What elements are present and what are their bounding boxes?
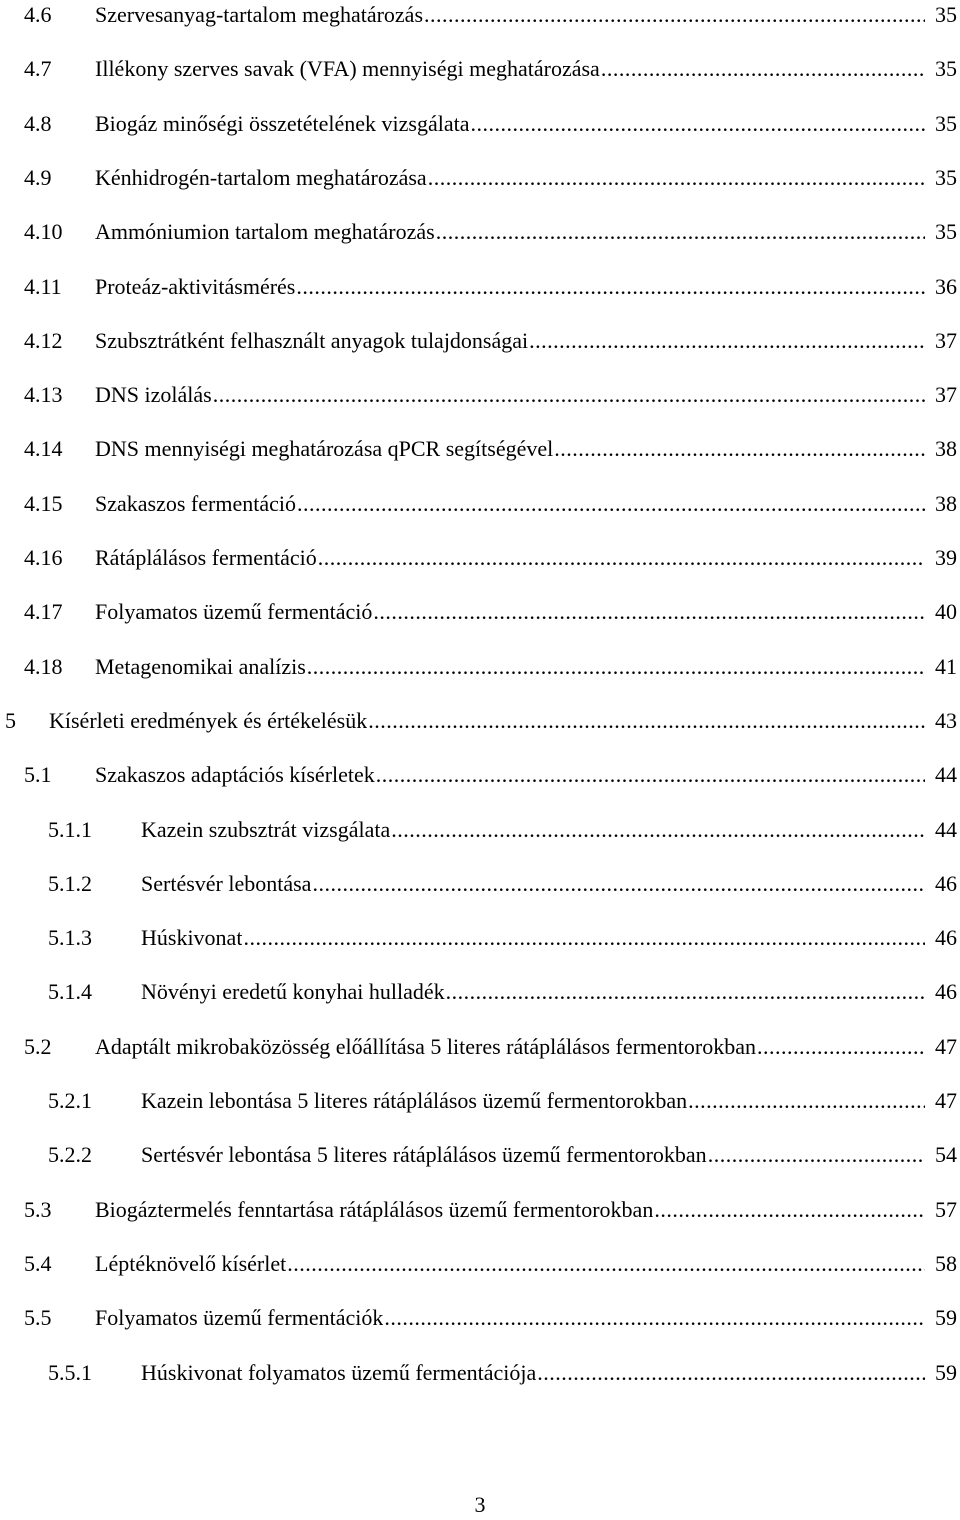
toc-entry-page: 35 [935, 110, 957, 136]
toc-entry-page: 39 [935, 545, 957, 570]
toc-entry-title: DNS izolálás [95, 382, 212, 408]
toc-entry-title: Proteáz-aktivitásmérés [95, 273, 296, 299]
toc-entry-page: 38 [935, 436, 957, 462]
toc-entry-title: Biogáz minőségi összetételének vizsgálata [95, 110, 470, 136]
toc-entry-number: 5.4 [24, 1250, 52, 1276]
toc-dot-leader [708, 1140, 925, 1170]
toc-entry-number: 5.1 [24, 762, 52, 788]
toc-entry[interactable] [0, 489, 957, 519]
toc-entry[interactable] [0, 1358, 957, 1388]
toc-dot-leader [688, 1086, 925, 1116]
toc-entry-title: Szakaszos fermentáció [95, 490, 296, 516]
toc-entry-number: 4.11 [24, 273, 62, 299]
toc-dot-leader [287, 1249, 925, 1279]
toc-entry-page: 43 [935, 707, 957, 733]
toc-entry[interactable] [0, 760, 957, 790]
toc-dot-leader [376, 760, 925, 790]
toc-entry[interactable] [0, 272, 957, 302]
toc-entry-page: 35 [935, 2, 957, 27]
toc-dot-leader [757, 1032, 925, 1062]
toc-entry-page: 35 [935, 56, 957, 82]
toc-entry[interactable] [0, 54, 957, 84]
toc-dot-leader [307, 652, 925, 682]
toc-dot-leader [446, 977, 925, 1007]
toc-dot-leader [318, 543, 925, 573]
toc-entry-number: 5.5.1 [48, 1359, 92, 1385]
toc-dot-leader [537, 1358, 925, 1388]
toc-entry-title: Illékony szerves savak (VFA) mennyiségi meghatározása [95, 56, 600, 82]
toc-entry[interactable] [0, 869, 957, 899]
toc-entry-page: 47 [935, 1088, 957, 1113]
toc-entry-number: 5.3 [24, 1196, 52, 1222]
toc-entry-page: 57 [935, 1196, 957, 1222]
toc-entry-number: 4.18 [24, 653, 63, 679]
toc-dot-leader [297, 489, 925, 519]
toc-entry-number: 5.1.2 [48, 870, 92, 896]
toc-entry-number: 5 [5, 707, 16, 733]
toc-entry-page: 54 [935, 1142, 957, 1168]
toc-entry-title: Ammóniumion tartalom meghatározás [95, 219, 435, 245]
toc-entry[interactable] [0, 434, 957, 464]
toc-entry-number: 4.12 [24, 327, 63, 353]
toc-entry[interactable] [0, 1032, 957, 1062]
toc-entry-page: 37 [935, 327, 957, 353]
toc-entry[interactable] [0, 0, 957, 30]
toc-dot-leader [554, 434, 925, 464]
toc-dot-leader [384, 1303, 925, 1333]
toc-entry[interactable] [0, 652, 957, 682]
toc-entry-number: 4.9 [24, 164, 52, 190]
toc-entry[interactable] [0, 923, 957, 953]
toc-entry-page: 41 [935, 653, 957, 679]
toc-entry-number: 5.1.4 [48, 979, 92, 1005]
toc-entry-page: 37 [935, 382, 957, 408]
toc-entry-page: 35 [935, 164, 957, 190]
page-number: 3 [474, 1492, 486, 1517]
toc-entry[interactable] [0, 543, 957, 573]
toc-entry[interactable] [0, 1086, 957, 1116]
toc-entry-number: 5.1.1 [48, 816, 92, 842]
toc-entry[interactable] [0, 597, 957, 627]
toc-entry-page: 46 [935, 870, 957, 896]
toc-entry[interactable] [0, 163, 957, 193]
toc-entry-page: 59 [935, 1305, 957, 1331]
toc-entry-title: DNS mennyiségi meghatározása qPCR segítségével [95, 436, 554, 462]
toc-entry-title: Növényi eredetű konyhai hulladék [141, 979, 445, 1005]
toc-entry-number: 4.14 [24, 436, 63, 462]
toc-entry[interactable] [0, 977, 957, 1007]
toc-entry-number: 4.13 [24, 382, 63, 408]
toc-entry-page: 36 [935, 273, 957, 299]
toc-dot-leader [312, 869, 925, 899]
toc-entry-number: 4.8 [24, 110, 52, 136]
toc-entry-title: Húskivonat folyamatos üzemű fermentációja [141, 1359, 537, 1385]
toc-entry-number: 4.10 [24, 219, 63, 245]
toc-entry[interactable] [0, 1195, 957, 1225]
toc-entry-page: 59 [935, 1359, 957, 1385]
toc-entry-number: 4.6 [24, 2, 52, 27]
toc-entry-number: 4.15 [24, 490, 63, 516]
toc-dot-leader [428, 163, 925, 193]
toc-entry-number: 4.17 [24, 599, 63, 625]
toc-dot-leader [424, 0, 925, 30]
toc-entry[interactable] [0, 1249, 957, 1279]
toc-entry-title: Húskivonat [141, 925, 243, 951]
toc-entry[interactable] [0, 326, 957, 356]
toc-entry-title: Kazein lebontása 5 literes rátáplálásos üzemű fermentorokban [141, 1088, 688, 1113]
toc-entry-title: Sertésvér lebontása 5 literes rátáplálásos üzemű fermentorokban [141, 1142, 707, 1168]
toc-entry-title: Szervesanyag-tartalom meghatározás [95, 2, 424, 27]
toc-entry-page: 46 [935, 979, 957, 1005]
toc-dot-leader [391, 815, 925, 845]
toc-entry-title: Adaptált mikrobaközösség előállítása 5 literes rátáplálásos fermentorokban [95, 1033, 756, 1059]
toc-entry-page: 40 [935, 599, 957, 625]
toc-dot-leader [654, 1195, 925, 1225]
toc-entry-page: 44 [935, 762, 957, 788]
toc-dot-leader [436, 217, 925, 247]
toc-dot-leader [368, 706, 925, 736]
toc-entry-number: 5.5 [24, 1305, 52, 1331]
toc-entry-number: 5.1.3 [48, 925, 92, 951]
toc-dot-leader [373, 597, 925, 627]
toc-entry-page: 58 [935, 1250, 957, 1276]
toc-entry-title: Folyamatos üzemű fermentációk [95, 1305, 384, 1331]
toc-entry-page: 46 [935, 925, 957, 951]
toc-entry-number: 4.7 [24, 56, 52, 82]
toc-entry-title: Folyamatos üzemű fermentáció [95, 599, 373, 625]
toc-entry-page: 47 [935, 1033, 957, 1059]
toc-entry-title: Kísérleti eredmények és értékelésük [49, 707, 368, 733]
toc-entry[interactable] [0, 815, 957, 845]
toc-entry-number: 5.2.2 [48, 1142, 92, 1168]
toc-dot-leader [601, 54, 925, 84]
toc-entry[interactable] [0, 706, 957, 736]
toc-entry-title: Kazein szubsztrát vizsgálata [141, 816, 391, 842]
toc-entry-title: Metagenomikai analízis [95, 653, 306, 679]
toc-dot-leader [296, 272, 925, 302]
toc-dot-leader [243, 923, 925, 953]
toc-entry[interactable] [0, 1303, 957, 1333]
toc-entry-title: Kénhidrogén-tartalom meghatározása [95, 164, 427, 190]
toc-entry[interactable] [0, 109, 957, 139]
toc-dot-leader [213, 380, 925, 410]
toc-entry[interactable] [0, 217, 957, 247]
toc-entry-number: 5.2.1 [48, 1088, 92, 1113]
toc-entry-page: 38 [935, 490, 957, 516]
toc-entry[interactable] [0, 1140, 957, 1170]
toc-entry-number: 4.16 [24, 545, 63, 570]
toc-entry-title: Sertésvér lebontása [141, 870, 312, 896]
toc-entry-number: 5.2 [24, 1033, 52, 1059]
toc-entry-title: Szubsztrátként felhasznált anyagok tulajdonságai [95, 327, 529, 353]
toc-entry[interactable] [0, 380, 957, 410]
toc-entry-page: 35 [935, 219, 957, 245]
toc-dot-leader [529, 326, 925, 356]
toc-dot-leader [470, 109, 925, 139]
toc-entry-page: 44 [935, 816, 957, 842]
toc-entry-title: Rátáplálásos fermentáció [95, 545, 317, 570]
toc-entry-title: Biogáztermelés fenntartása rátáplálásos üzemű fermentorokban [95, 1196, 654, 1222]
toc-entry-title: Léptéknövelő kísérlet [95, 1250, 287, 1276]
toc-entry-title: Szakaszos adaptációs kísérletek [95, 762, 375, 788]
